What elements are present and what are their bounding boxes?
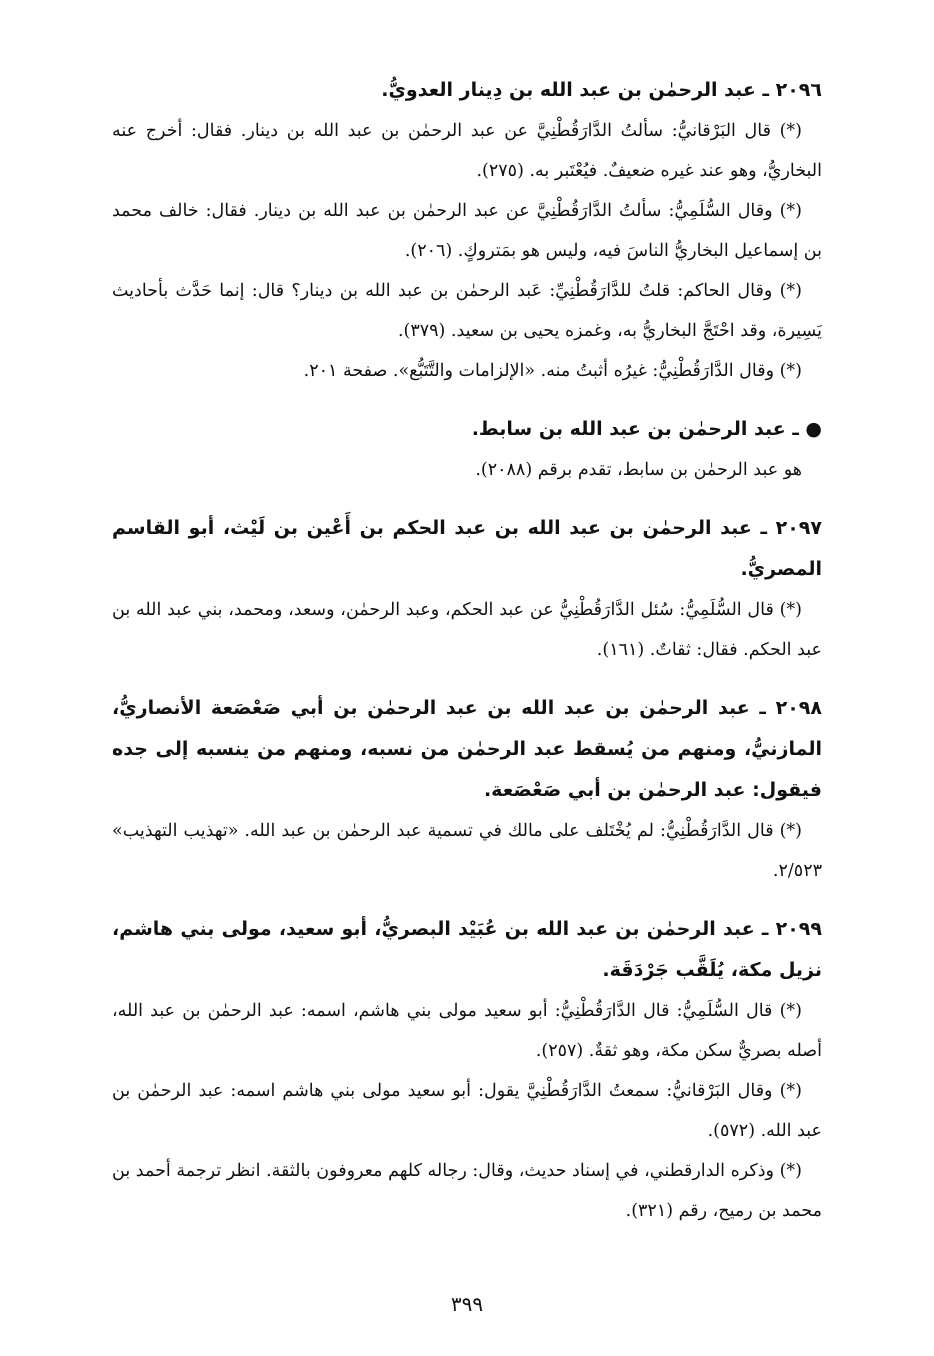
entry-heading: ● ـ عبد الرحمٰن بن عبد الله بن سابط. xyxy=(471,418,822,440)
entry-paragraph: (*) وقال الدَّارَقُطْنِيُّ: غيرُه أثبتُ منه. «الإلزامات والتَّتَبُّع». صفحة ٢٠١. xyxy=(303,361,802,381)
entry-2096 xyxy=(112,70,822,391)
entry-paragraph: (*) قال السُّلَمِيُّ: سُئل الدَّارَقُطْنِيُّ عن عبد الحكم، وعبد الرحمٰن، وسعد، ومحمد، بني عبد الله بن عبد الحكم. فقال: ثقاتٌ. (١٦١). xyxy=(112,600,822,660)
entry-heading: ٢٠٩٧ ـ عبد الرحمٰن بن عبد الله بن عبد الحكم بن أَعْين بن لَيْث، أبو القاسم المصريُّ. xyxy=(112,517,822,580)
entry-paragraph: (*) قال الدَّارَقُطْنِيُّ: لم يُخْتَلف على مالك في تسمية عبد الرحمٰن بن عبد الله. «تهذيب التهذيب» ٢/٥٢٣. xyxy=(112,821,822,881)
page-number: ٣٩٩ xyxy=(450,1292,484,1316)
entry-2097 xyxy=(112,508,822,670)
entry-paragraph: (*) قال السُّلَمِيُّ: قال الدَّارَقُطْنِيُّ: أبو سعيد مولى بني هاشم، اسمه: عبد الرحمٰن بن عبد الله، أصله بصريٌّ سكن مكة، وهو ثقةٌ. (٢٥٧). xyxy=(112,1001,822,1061)
document-page xyxy=(112,70,822,1231)
entry-paragraph: (*) وقال السُّلَمِيُّ: سألتُ الدَّارَقُطْنِيَّ عن عبد الرحمٰن بن عبد الله بن دينار. فقال: خالف محمد بن إسماعيل البخاريُّ الناسَ فيه، وليس هو بمَتروكٍ. (٢٠٦). xyxy=(112,201,822,261)
entry-paragraph: هو عبد الرحمٰن بن سابط، تقدم برقم (٢٠٨٨). xyxy=(475,460,802,480)
entry-paragraph: (*) وقال البَرْقانيُّ: سمعتُ الدَّارَقُطْنِيَّ يقول: أبو سعيد مولى بني هاشم اسمه: عبد الرحمٰن بن عبد الله. (٥٧٢). xyxy=(112,1081,822,1141)
entry-heading: ٢٠٩٦ ـ عبد الرحمٰن بن عبد الله بن دِينار العدويُّ. xyxy=(381,79,822,101)
entry-heading: ٢٠٩٩ ـ عبد الرحمٰن بن عبد الله بن عُبَيْد البصريُّ، أبو سعيد، مولى بني هاشم، نزيل مكة، يُلَقَّب جَرْدَقَة. xyxy=(112,918,822,981)
entry-paragraph: (*) قال البَرْقانيُّ: سألتُ الدَّارَقُطْنِيَّ عن عبد الرحمٰن بن عبد الله بن دينار. فقال: أخرج عنه البخاريُّ، وهو عند غيره ضعيفٌ. فيُعْتَبر به. (٢٧٥). xyxy=(112,121,822,181)
entry-2099 xyxy=(112,909,822,1231)
entry-paragraph: (*) وذكره الدارقطني، في إسناد حديث، وقال: رجاله كلهم معروفون بالثقة. انظر ترجمة أحمد بن محمد بن رميح، رقم (٣٢١). xyxy=(112,1161,822,1221)
entry-heading: ٢٠٩٨ ـ عبد الرحمٰن بن عبد الله بن عبد الرحمٰن بن أبي صَعْصَعة الأنصاريُّ، المازنيُّ، ومنهم من يُسقط عبد الرحمٰن من نسبه، ومنهم من ينسبه إلى جده فيقول: عبد الرحمٰن بن أبي صَعْصَعة. xyxy=(112,697,822,801)
entry-2098 xyxy=(112,688,822,891)
entry-cross-reference xyxy=(112,409,822,490)
entry-paragraph: (*) وقال الحاكم: قلتُ للدَّارَقُطْنِيِّ: عَبد الرحمٰن بن عبد الله بن دينار؟ قال: إنما حَدَّث بأحاديث يَسِيرة، وقد احْتَجَّ البخاريُّ به، وغمزه يحيى بن سعيد. (٣٧٩). xyxy=(112,281,822,341)
